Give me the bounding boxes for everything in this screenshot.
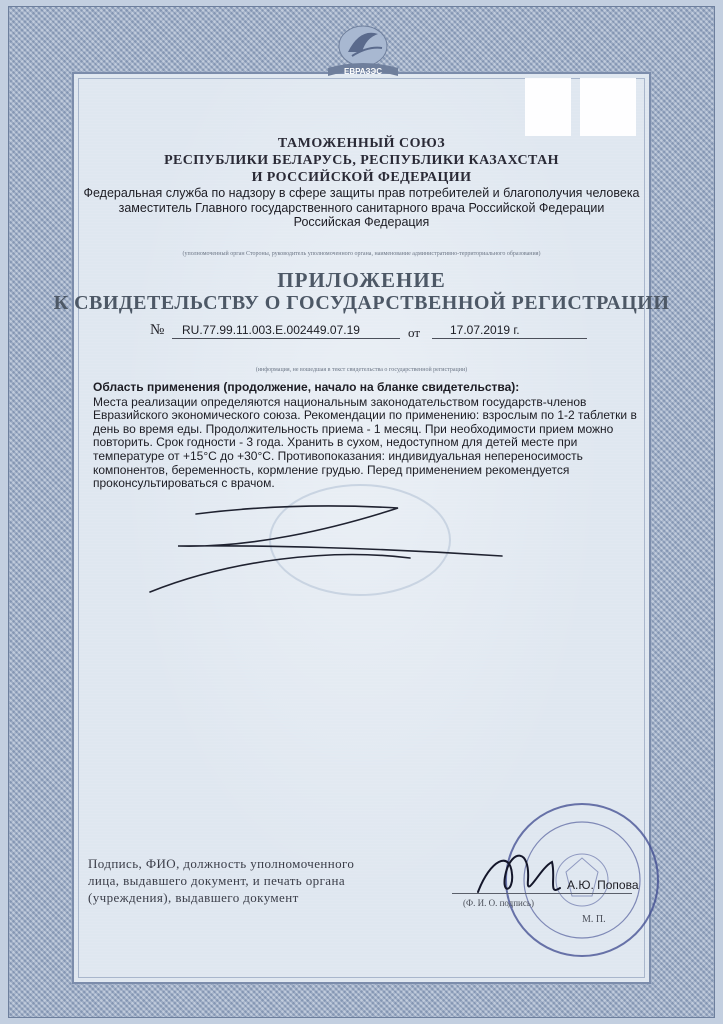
agency-block [40,186,683,230]
scope-text: Места реализации определяются национальным законодательством государств-членов Евразийского экономического союза. Рекомендации по применению: взрослым по 1-2 таблетки в день во время еды. Продолжительность приема - 1 месяц. При необходимости прием можно повторить. Срок годности - 3 года. Хранить в сухом, недоступном для детей месте при температуре от +15°С до +30°С. Противопоказания: индивидуальная непереносимость компонентов, беременность, кормление грудью. Перед применением рекомендуется проконсультироваться с врачом. [93,394,637,491]
document-subtitle: К СВИДЕТЕЛЬСТВУ О ГОСУДАРСТВЕННОЙ РЕГИСТРАЦИИ [53,292,670,314]
header-republics: РЕСПУБЛИКИ БЕЛАРУСЬ, РЕСПУБЛИКИ КАЗАХСТАН [164,153,559,168]
scope-section [93,381,641,491]
signatory-caption: Подпись, ФИО, должность уполномоченного лица, выдавшего документ, и печать органа (учреждения), выдавшего документ [88,856,355,905]
mp-label: М. П. [582,914,606,925]
emblem-label: ЕВРАЗЭС [343,67,383,76]
eurasec-emblem-icon [318,18,408,82]
document-title: ПРИЛОЖЕНИЕ [277,268,446,292]
agency-line-1: Федеральная служба по надзору в сфере защиты прав потребителей и благополучия человека [83,186,640,200]
signer-name: А.Ю. Попова [567,878,639,892]
date-underline [432,338,587,339]
registration-number: RU.77.99.11.003.E.002449.07.19 [182,323,360,337]
redacted-box-left [525,78,571,136]
header-union: ТАМОЖЕННЫЙ СОЮЗ [277,136,446,151]
fio-caption: (Ф. И. О. подпись) [463,898,534,908]
registration-row [150,322,590,342]
number-label: № [150,322,165,338]
redacted-box-right [580,78,636,136]
scope-heading: Область применения (продолжение, начало на бланке свидетельства): [93,380,520,394]
fio-underline [452,893,632,894]
info-caption: (информация, не вошедшая в текст свидетельства о государственной регистрации) [255,367,468,373]
authority-caption: (уполномоченный орган Стороны, руководитель уполномоченного органа, наименование административно-территориального образования) [182,251,541,257]
agency-line-2: заместитель Главного государственного санитарного врача Российской Федерации [118,200,605,215]
registration-date: 17.07.2019 г. [450,323,520,337]
header-russia: И РОССИЙСКОЙ ФЕДЕРАЦИИ [251,170,472,185]
from-label: от [408,325,421,340]
agency-line-3: Российская Федерация [293,215,430,229]
number-underline [172,338,400,339]
